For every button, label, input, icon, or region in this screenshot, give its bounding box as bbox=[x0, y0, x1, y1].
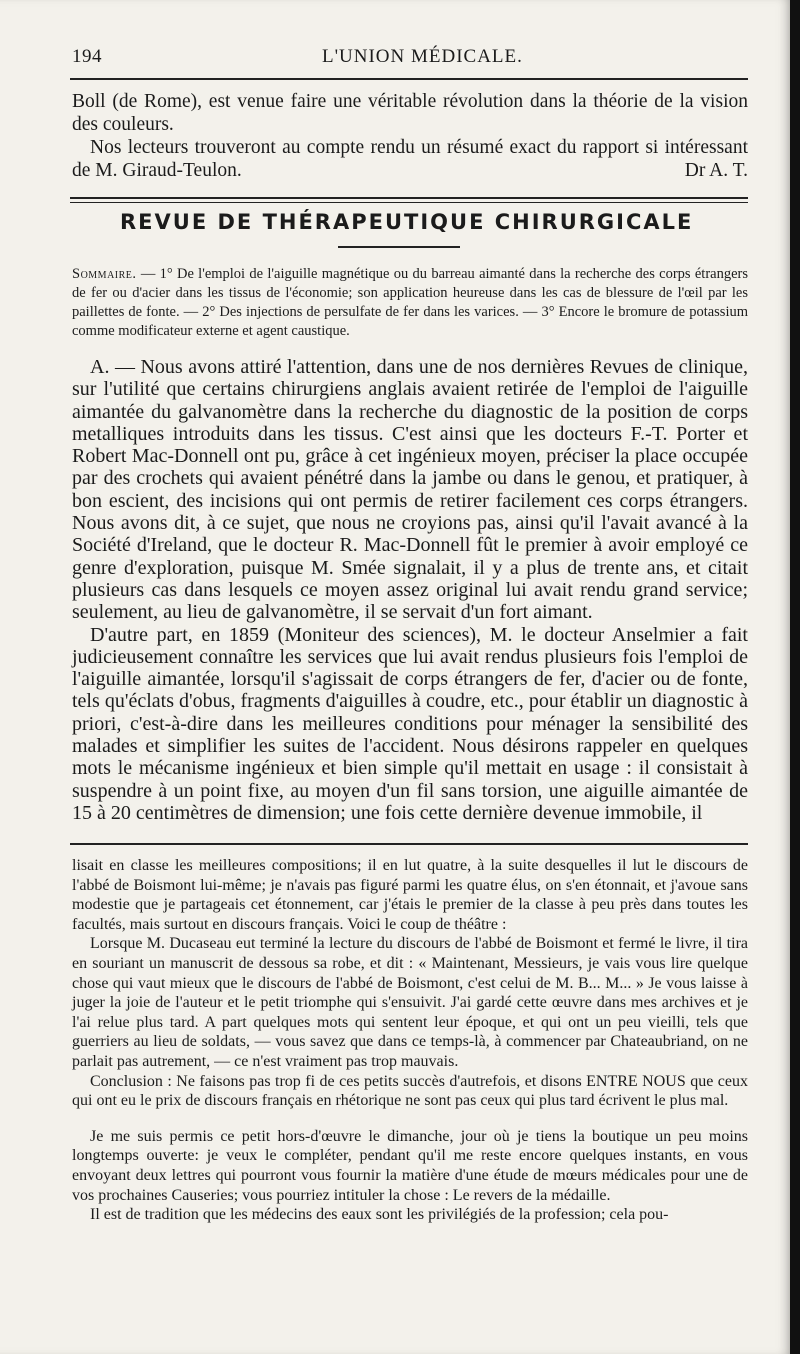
sommaire-label: Sommaire. bbox=[72, 266, 137, 282]
intro-paragraph-1: Boll (de Rome), est venue faire une véritable révolution dans la théorie de la vision des couleurs. bbox=[72, 91, 748, 135]
feuilleton-section bbox=[72, 856, 748, 1225]
title-underline bbox=[338, 246, 460, 248]
intro-text-2: Nos lecteurs trouveront au compte rendu un résumé exact du rapport si intéressant de M. Giraud-Teulon. bbox=[72, 137, 748, 181]
journal-title: L'UNION MÉDICALE. bbox=[322, 46, 523, 67]
paragraph-gap bbox=[72, 1111, 748, 1127]
body-paragraph-2: D'autre part, en 1859 (Moniteur des sciences), M. le docteur Anselmier a fait judicieusement connaître les services que lui avait rendus plusieurs fois l'emploi de l'aiguille aimantée, lorsqu'il s'agissait de corps étrangers de fer, d'acier ou de fonte, tels qu'éclats d'obus, fragments d'aiguilles à coudre, etc., pour établir un diagnostic à priori, c'est-à-dire dans les meilleures conditions pour ménager la sensibilité des malades et simplifier les suites de l'accident. Nous désirons rappeler en quelques mots le mécanisme ingénieux et bien simple qu'il mettait en usage : il consistait à suspendre à un point fixe, au moyen d'un fil sans torsion, une aiguille aimantée de 15 à 20 centimètres de dimension; une fois cette dernière devenue immobile, il bbox=[72, 623, 748, 824]
sommaire-body: — 1° De l'emploi de l'aiguille magnétique ou du barreau aimanté dans la recherche des corps étrangers de fer ou d'acier dans les tissus de l'économie; son application heureuse dans les cas de blessure de l'œil par les paillettes de fonte. — 2° Des injections de persulfate de fer dans les varices. — 3° Encore le bromure de potassium comme modificateur externe et agent caustique. bbox=[72, 266, 748, 339]
body-paragraph-1: A. — Nous avons attiré l'attention, dans une de nos dernières Revues de clinique, sur l'utilité que certains chirurgiens anglais avaient retirée de l'emploi de l'aiguille aimantée du galvanomètre dans la recherche du diagnostic de la position de corps metalliques introduits dans les tissus. C'est ainsi que les docteurs F.-T. Porter et Robert Mac-Donnell ont pu, grâce à cet ingénieux moyen, préciser la place occupée par des crochets qui avaient pénétré dans la jambe ou dans le genou, et pratiquer, à bon escient, des incisions qui ont permis de retirer facilement ces corps étrangers. Nous avons dit, à ce sujet, que nous ne croyions pas, ainsi qu'il l'avait avancé à la Société d'Ireland, que le docteur R. Mac-Donnell fût le premier à avoir employé ce genre d'exploration, puisque M. Smée signalait, il y a plus de trente ans, et citait plusieurs cas dans lesquels ce moyen assez original lui avait rendu grand service; seulement, au lieu de galvanomètre, il se servait d'un fort aimant. bbox=[72, 356, 748, 624]
sommaire bbox=[72, 265, 748, 341]
page-edge bbox=[790, 0, 800, 1354]
section-title: REVUE DE THÉRAPEUTIQUE CHIRURGICALE bbox=[120, 210, 694, 234]
feuilleton-paragraph-2: Lorsque M. Ducaseau eut terminé la lecture du discours de l'abbé de Boismont et fermé le livre, il tira en souriant un manuscrit de dessous sa robe, et dit : « Maintenant, Messieurs, je vais vous lire quelque chose qui vaut mieux que le discours de l'abbé de Boismont, c'est celui de M. B... M... » Je vous laisse à juger la joie de l'auteur et le petit triomphe qui s'ensuivit. J'ai gardé cette œuvre dans mes archives et je l'ai relue plus tard. A part quelques mots qui sentent leur époque, et qui ont un peu vieilli, tels que guerriers au lieu de soldats, — vous savez que dans ce temps-là, à commencer par Chateaubriand, on ne parlait pas autrement, — ce n'est vraiment pas trop mauvais. bbox=[72, 935, 748, 1070]
section-rule-top-2 bbox=[70, 202, 748, 203]
page-number: 194 bbox=[72, 46, 102, 67]
article-body bbox=[72, 356, 748, 824]
feuilleton-paragraph-5: Il est de tradition que les médecins des eaux sont les privilégiés de la profession; cela pou- bbox=[90, 1206, 669, 1224]
section-rule-top-1 bbox=[70, 197, 748, 199]
sommaire-text bbox=[72, 265, 748, 341]
intro-paragraph-2 bbox=[72, 136, 748, 182]
feuilleton-paragraph-3: Conclusion : Ne faisons pas trop fi de ces petits succès d'autrefois, et disons ENTRE NOUS que ceux qui ont eu le prix de discours français en rhétorique ne sont pas ceux qui plus tard écrivent le plus mal. bbox=[72, 1072, 748, 1110]
intro-section bbox=[72, 90, 748, 182]
feuilleton-paragraph-4: Je me suis permis ce petit hors-d'œuvre le dimanche, jour où je tiens la boutique un peu moins longtemps ouverte: je veux le compléter, pendant qu'il me reste encore quelques instants, en vous envoyant deux lettres qui pourront vous fournir la matière d'une étude de mœurs médicales pour une de vos prochaines Causeries; vous pourriez intituler la chose : Le revers de la médaille. bbox=[72, 1127, 748, 1204]
header-rule bbox=[70, 78, 748, 80]
feuilleton-rule bbox=[70, 843, 748, 845]
feuilleton-paragraph-1: lisait en classe les meilleures compositions; il en lut quatre, à la suite desquelles il lut le discours de l'abbé de Boismont lui-même; je n'avais pas figuré parmi les quatre élus, on s'en étonnait, et j'avoue sans modestie que je partageais cet étonnement, car j'étais le premier de la classe à peu près dans toutes les facultés, mais surtout en discours français. Voici le coup de théâtre : bbox=[72, 857, 748, 933]
intro-signature: Dr A. T. bbox=[684, 160, 748, 181]
